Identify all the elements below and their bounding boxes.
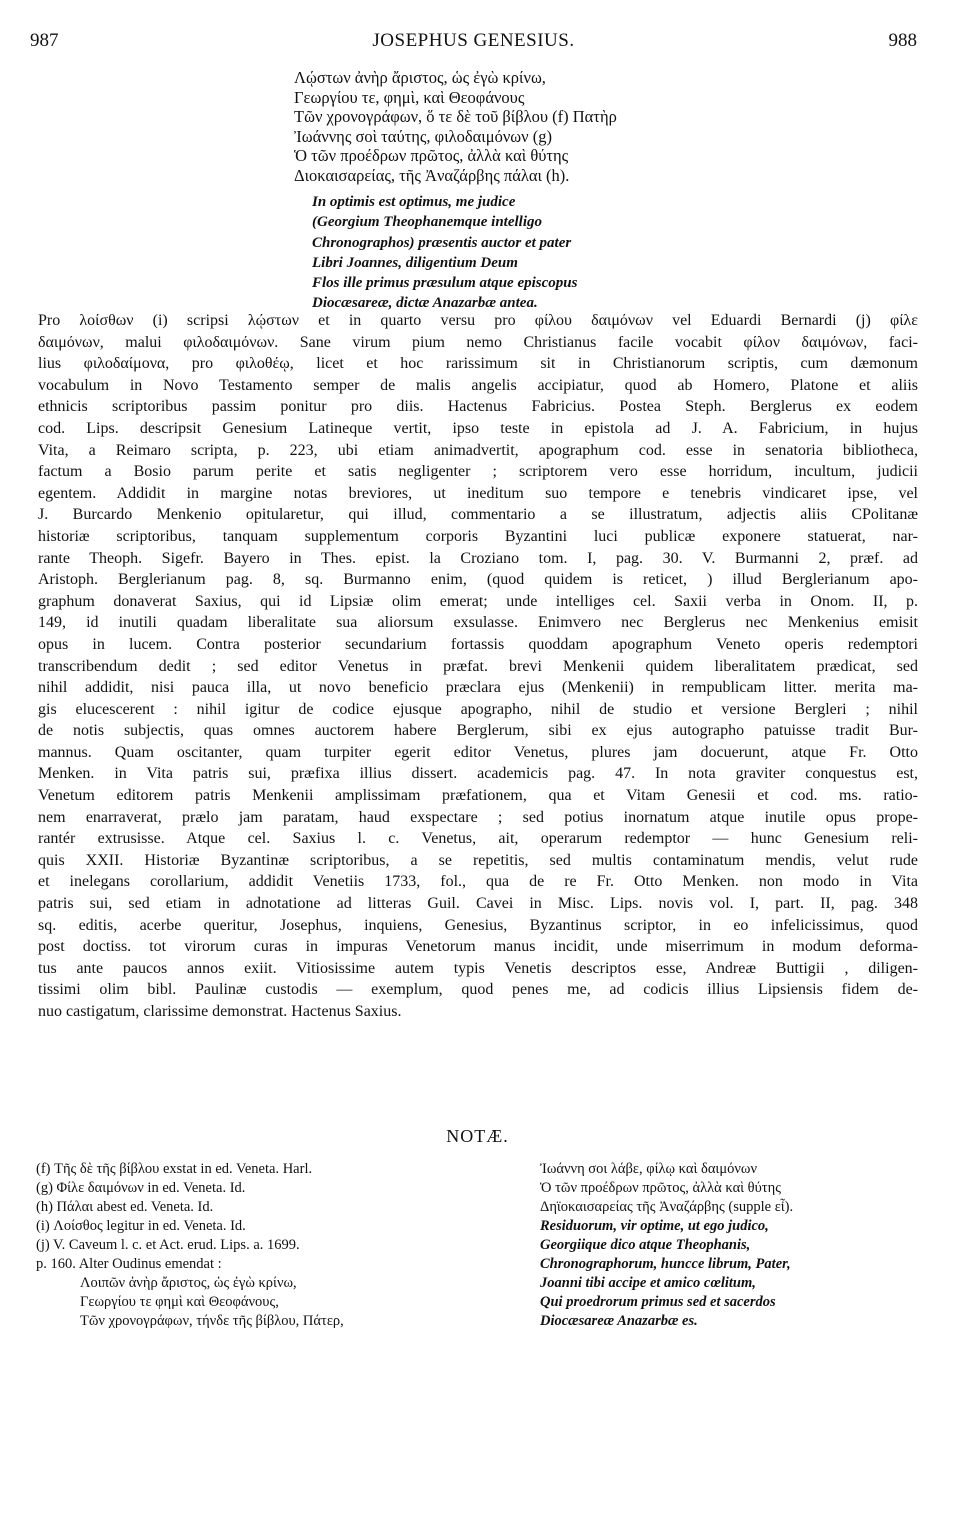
note-line: Τῶν χρονογράφων, τήνδε τῆς βίβλου, Πάτερ, — [80, 1313, 344, 1329]
prose-line: nuo castigatum, clarissime demonstrat. Hactenus Saxius. — [38, 1003, 402, 1020]
prose-line: historiæ scriptoribus, tanquam supplementum corporis Byzantini luci publicæ exponere statuerat, nar- — [38, 527, 918, 545]
prose-line: Menken. in Vita patris sui, præfixa illius dissert. academicis pag. 47. In nota graviter conquestus est, — [38, 765, 918, 783]
prose-line: lius φιλοδαίμονα, pro φιλοθέῳ, licet et hoc rarissimum sit in Christianorum scriptis, cum dæmonum — [38, 355, 918, 373]
note-line: Georgiique dico atque Theophanis, — [540, 1237, 751, 1253]
latin-verse-line: Chronographos) præsentis auctor et pater — [312, 234, 572, 251]
note-line: (g) Φίλε δαιμόνων in ed. Veneta. Id. — [36, 1180, 246, 1196]
note-line: Γεωργίου τε φημὶ καὶ Θεοφάνους, — [80, 1294, 279, 1310]
prose-line: sq. editis, acerbe queritur, Josephus, inquiens, Genesius, Byzantinus scriptor, in eo infelicissimus, quod — [38, 916, 918, 934]
prose-line: quis XXII. Historiæ Byzantinæ scriptoribus, a se repetitis, sed multis contaminatum mendis, velut rude — [38, 851, 918, 869]
greek-verse-line: Τῶν χρονογράφων, ὅ τε δὲ τοῦ βίβλου (f) Πατὴρ — [294, 107, 617, 127]
note-line: Ἰωάννη σοι λάβε, φίλῳ καὶ δαιμόνων — [540, 1161, 757, 1177]
prose-line: patris sui, sed etiam in adnotatione ad litteras Guil. Cavei in Misc. Lips. novis vol. I, part. II, pag. 348 — [38, 895, 918, 913]
note-line: Residuorum, vir optime, ut ego judico, — [540, 1218, 769, 1234]
prose-line: J. Burcardo Menkenio opitularetur, qui illud, commentario a se illustratum, adjectis aliis CPolitanæ — [38, 506, 918, 524]
page-number-right: 988 — [888, 30, 917, 51]
note-line: (j) V. Caveum l. c. et Act. erud. Lips. a. 1699. — [36, 1237, 300, 1253]
notes-left-column — [36, 1160, 476, 1331]
prose-line: nihil addidit, nisi pauca illa, ut novo beneficio præclara ejus (Menkenii) in rempublicam litter. merita ma- — [38, 679, 918, 697]
latin-verse-line: Flos ille primus præsulum atque episcopus — [312, 275, 578, 292]
running-header — [30, 30, 917, 58]
prose-line: post doctiss. tot virorum curas in impuras Venetorum manus incidit, unde miserrimum in modum deforma- — [38, 938, 918, 956]
note-line: (h) Πάλαι abest ed. Veneta. Id. — [36, 1199, 214, 1215]
prose-line: δαιμόνων, malui φιλοδαιμόνων. Sane virum pium nemo Christianus facile vocabit φίλον δαιμόνων, faci- — [38, 333, 918, 351]
note-line: (f) Τῆς δὲ τῆς βίβλου exstat in ed. Veneta. Harl. — [36, 1161, 313, 1177]
note-line: Ὁ τῶν προέδρων πρῶτος, ἀλλὰ καὶ θύτης — [540, 1180, 781, 1196]
note-line: Qui proedrorum primus sed et sacerdos — [540, 1294, 776, 1310]
note-line: Chronographorum, huncce librum, Pater, — [540, 1256, 791, 1272]
greek-verse-line: Ὁ τῶν προέδρων πρῶτος, ἀλλὰ καὶ θύτης — [294, 146, 569, 166]
prose-line: factum a Bosio parum perite et satis negligenter ; scriptorem vero esse horridum, incultum, judicii — [38, 463, 918, 481]
prose-line: Vita, a Reimaro scripta, p. 223, ubi etiam animadvertit, apographum cod. esse in senatoria bibliotheca, — [38, 441, 918, 459]
note-line: (i) Λοίσθος legitur in ed. Veneta. Id. — [36, 1218, 246, 1234]
prose-line: tissimi olim bibl. Paulinæ custodis — exemplum, quod penes me, ad codicis illius Lipsiensis fidem de- — [38, 981, 918, 999]
prose-line: transcribendum dedit ; sed editor Venetus in præfat. brevi Menkenii quidem liberalitatem prædicat, sed — [38, 657, 918, 675]
greek-verse — [294, 68, 754, 186]
latin-verse — [312, 192, 752, 314]
page-number-left: 987 — [30, 30, 59, 51]
note-line: p. 160. Alter Oudinus emendat : — [36, 1256, 222, 1272]
prose-line: mannus. Quam oscitanter, quam turpiter egerit editor Venetus, plures jam docuerunt, atque Fr. Otto — [38, 743, 918, 761]
latin-verse-line: Diocæsareæ, dictæ Anazarbæ antea. — [312, 295, 538, 312]
prose-line: opus in lucem. Contra posterior secundarium fortassis quoddam apographum Veneto operis redemptori — [38, 635, 918, 653]
prose-line: rantér extrusisse. Atque cel. Saxius l. c. Venetus, ait, operarum redemptor — hunc Genesium reli- — [38, 830, 918, 848]
greek-verse-line: Γεωργίου τε, φημὶ, καὶ Θεοφάνους — [294, 87, 525, 107]
prose-line: 149, id inutili quadam liberalitate sua aliorsum exsulasse. Enimvero nec Berglerus nec Menkenius emisit — [38, 614, 918, 632]
note-line: Λοιπῶν ἀνὴρ ἄριστος, ὡς ἐγὼ κρίνω, — [80, 1275, 297, 1291]
latin-verse-line: Libri Joannes, diligentium Deum — [312, 254, 518, 271]
prose-line: tus ante paucos annos exiit. Vitiosissime autem typis Venetis descriptos esse, Andreæ Buttigii , diligen- — [38, 959, 918, 977]
greek-verse-line: Διοκαισαρείας, τῆς Ἀναζάρβης πάλαι (h). — [294, 165, 570, 185]
prose-line: vocabulum in Novo Testamento semper de malis angelis accipiatur, quod ab Homero, Platone et aliis — [38, 376, 918, 394]
greek-verse-line: Λῴστων ἀνὴρ ἄριστος, ὡς ἐγὼ κρίνω, — [294, 68, 546, 87]
prose-line: et inelegans corollarium, addidit Venetiis 1733, fol., qua de re Fr. Otto Menken. non modo in Vita — [38, 873, 918, 891]
note-line: Diocæsareæ Anazarbæ es. — [540, 1313, 698, 1329]
greek-verse-line: Ἰωάννης σοὶ ταύτης, φιλοδαιμόνων (g) — [294, 126, 552, 146]
note-line: Joanni tibi accipe et amico cœlitum, — [540, 1275, 756, 1291]
latin-verse-line: In optimis est optimus, me judice — [312, 194, 516, 210]
prose-line: cod. Lips. descripsit Genesium Latineque vertit, ipso teste in epistola ad J. A. Fabricium, in hujus — [38, 419, 918, 437]
prose-line: nem enarraverat, prælo jam paratam, haud exspectare ; sed potius inornatum atque inutile opus prope- — [38, 808, 918, 826]
running-title: JOSEPHUS GENESIUS. — [372, 30, 575, 51]
prose-line: rante Theoph. Sigefr. Bayero in Thes. epist. la Croziano tom. I, pag. 30. V. Burmanni 2, præf. ad — [38, 549, 918, 567]
prose-line: gis elucescerent : nihil igitur de codice ejusque apographo, nihil de studio et versione Bergleri ; nihil — [38, 700, 918, 718]
notes-heading: NOTÆ. — [446, 1126, 509, 1146]
latin-verse-line: (Georgium Theophanemque intelligo — [312, 214, 543, 231]
commentary-prose — [38, 310, 918, 1023]
prose-line: egentem. Addidit in margine notas breviores, ut ineditum suo tempore e tenebris vindicaret ipse, vel — [38, 484, 918, 502]
prose-line: Venetum editorem patris Menkenii amplissimam præfationem, qua et Vitam Genesii et cod. ms. ratio- — [38, 787, 918, 805]
prose-line: Pro λοίσθων (i) scripsi λῴστων et in quarto versu pro φίλου δαιμόνων vel Eduardi Bernardi (j) φίλε — [38, 312, 918, 329]
prose-line: ethnicis scriptoribus passim ponitur pro diis. Hactenus Fabricius. Postea Steph. Berglerus ex eodem — [38, 398, 918, 416]
note-line: Δηϊοκαισαρείας τῆς Ἀναζάρβης (supple εἶ). — [540, 1199, 794, 1215]
prose-line: de notis subjectis, quas omnes auctorem habere Berglerum, sibi ex ejus autographo patuisse tradit Bur- — [38, 722, 918, 740]
prose-line: graphum donaverat Saxius, qui id Lipsiæ olim emerat; unde intelliges cel. Saxii verba in Onom. II, p. — [38, 592, 918, 610]
notes-right-column — [540, 1160, 930, 1331]
prose-line: Aristoph. Berglerianum pag. 8, sq. Burmanno enim, (quod quidem is reticet, ) illud Berglerianum apo- — [38, 571, 918, 589]
